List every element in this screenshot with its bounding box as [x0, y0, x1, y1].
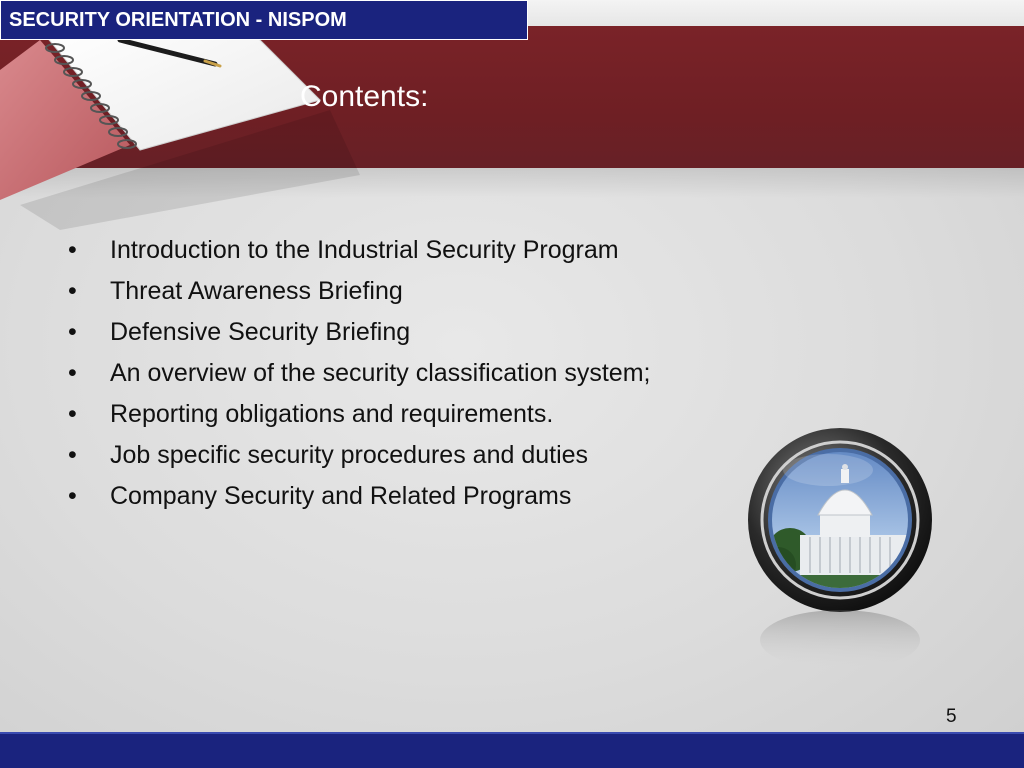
list-item-text: Job specific security procedures and duties [110, 441, 589, 469]
bullet: • [68, 359, 77, 387]
header-box: SECURITY ORIENTATION - NISPOM [0, 0, 528, 40]
list-item-text: Threat Awareness Briefing [110, 277, 403, 305]
list-item-text: Reporting obligations and requirements. [110, 400, 554, 428]
list-item [68, 353, 650, 394]
list-item-text: Introduction to the Industrial Security Program [110, 236, 619, 264]
list-item [68, 312, 650, 353]
slide-title: Contents: [300, 80, 429, 113]
list-item [68, 230, 650, 271]
bullet: • [68, 441, 77, 469]
list-item [68, 476, 650, 517]
list-item-text: An overview of the security classification system; [110, 359, 651, 387]
list-item-text: Company Security and Related Programs [110, 482, 572, 510]
footer-bar [0, 732, 1024, 768]
bullet: • [68, 318, 77, 346]
bullet: • [68, 482, 77, 510]
contents-list [68, 230, 650, 517]
bullet: • [68, 236, 77, 264]
bullet: • [68, 400, 77, 428]
list-item [68, 271, 650, 312]
page-number: 5 [946, 706, 957, 727]
list-item-text: Defensive Security Briefing [110, 318, 411, 346]
list-item [68, 435, 650, 476]
capitol-dome-emblem [740, 425, 940, 675]
bullet: • [68, 277, 77, 305]
list-item [68, 394, 650, 435]
